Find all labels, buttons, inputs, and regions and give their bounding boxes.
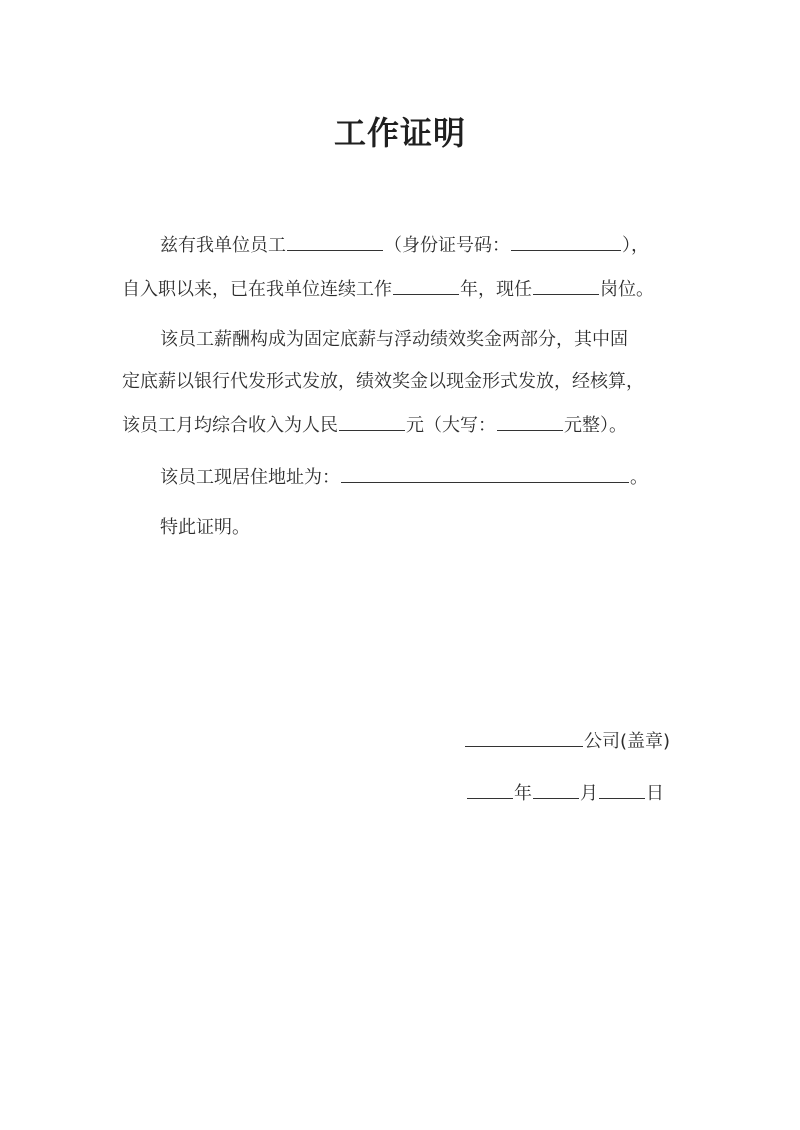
income-capital-blank[interactable] — [497, 412, 563, 431]
id-number-blank[interactable] — [511, 232, 621, 251]
para1-line2 — [122, 276, 654, 302]
income-amount-blank[interactable] — [339, 412, 405, 431]
para1-line1 — [160, 232, 649, 258]
year-blank[interactable] — [467, 780, 513, 799]
company-seal-line — [464, 728, 670, 754]
address-blank[interactable] — [341, 464, 629, 483]
para2-line1: 该员工薪酬构成为固定底薪与浮动绩效奖金两部分，其中固 — [160, 329, 628, 350]
document-title: 工作证明 — [333, 114, 466, 152]
day-blank[interactable] — [599, 780, 645, 799]
para1-text-since: 自入职以来，已在我单位连续工作 — [122, 279, 392, 300]
date-line — [466, 780, 664, 806]
years-blank[interactable] — [393, 276, 459, 295]
para2-text-capital: 元（大写： — [406, 415, 496, 436]
month-blank[interactable] — [533, 780, 579, 799]
para3-text-address: 该员工现居住地址为： — [160, 467, 340, 488]
company-seal-label: 公司(盖章) — [584, 731, 671, 752]
para2-text-income: 该员工月均综合收入为人民 — [122, 415, 338, 436]
company-name-blank[interactable] — [465, 728, 583, 747]
month-label: 月 — [580, 783, 598, 804]
para2-line2: 定底薪以银行代发形式发放，绩效奖金以现金形式发放，经核算， — [122, 371, 644, 392]
closing-statement: 特此证明。 — [160, 517, 250, 538]
para2-text-end: 元整）。 — [564, 415, 627, 436]
para1-text-current: 年，现任 — [460, 279, 532, 300]
position-blank[interactable] — [533, 276, 599, 295]
day-label: 日 — [646, 783, 664, 804]
year-label: 年 — [514, 783, 532, 804]
para1-text-position: 岗位。 — [600, 279, 654, 300]
para1-text-id: （身份证号码： — [384, 235, 510, 256]
employee-name-blank[interactable] — [287, 232, 383, 251]
para1-text-employee: 兹有我单位员工 — [160, 235, 286, 256]
para2-line3 — [122, 412, 627, 438]
para3-line — [160, 464, 648, 490]
para1-text-close: ）， — [622, 235, 649, 256]
para3-text-end: 。 — [630, 467, 648, 488]
